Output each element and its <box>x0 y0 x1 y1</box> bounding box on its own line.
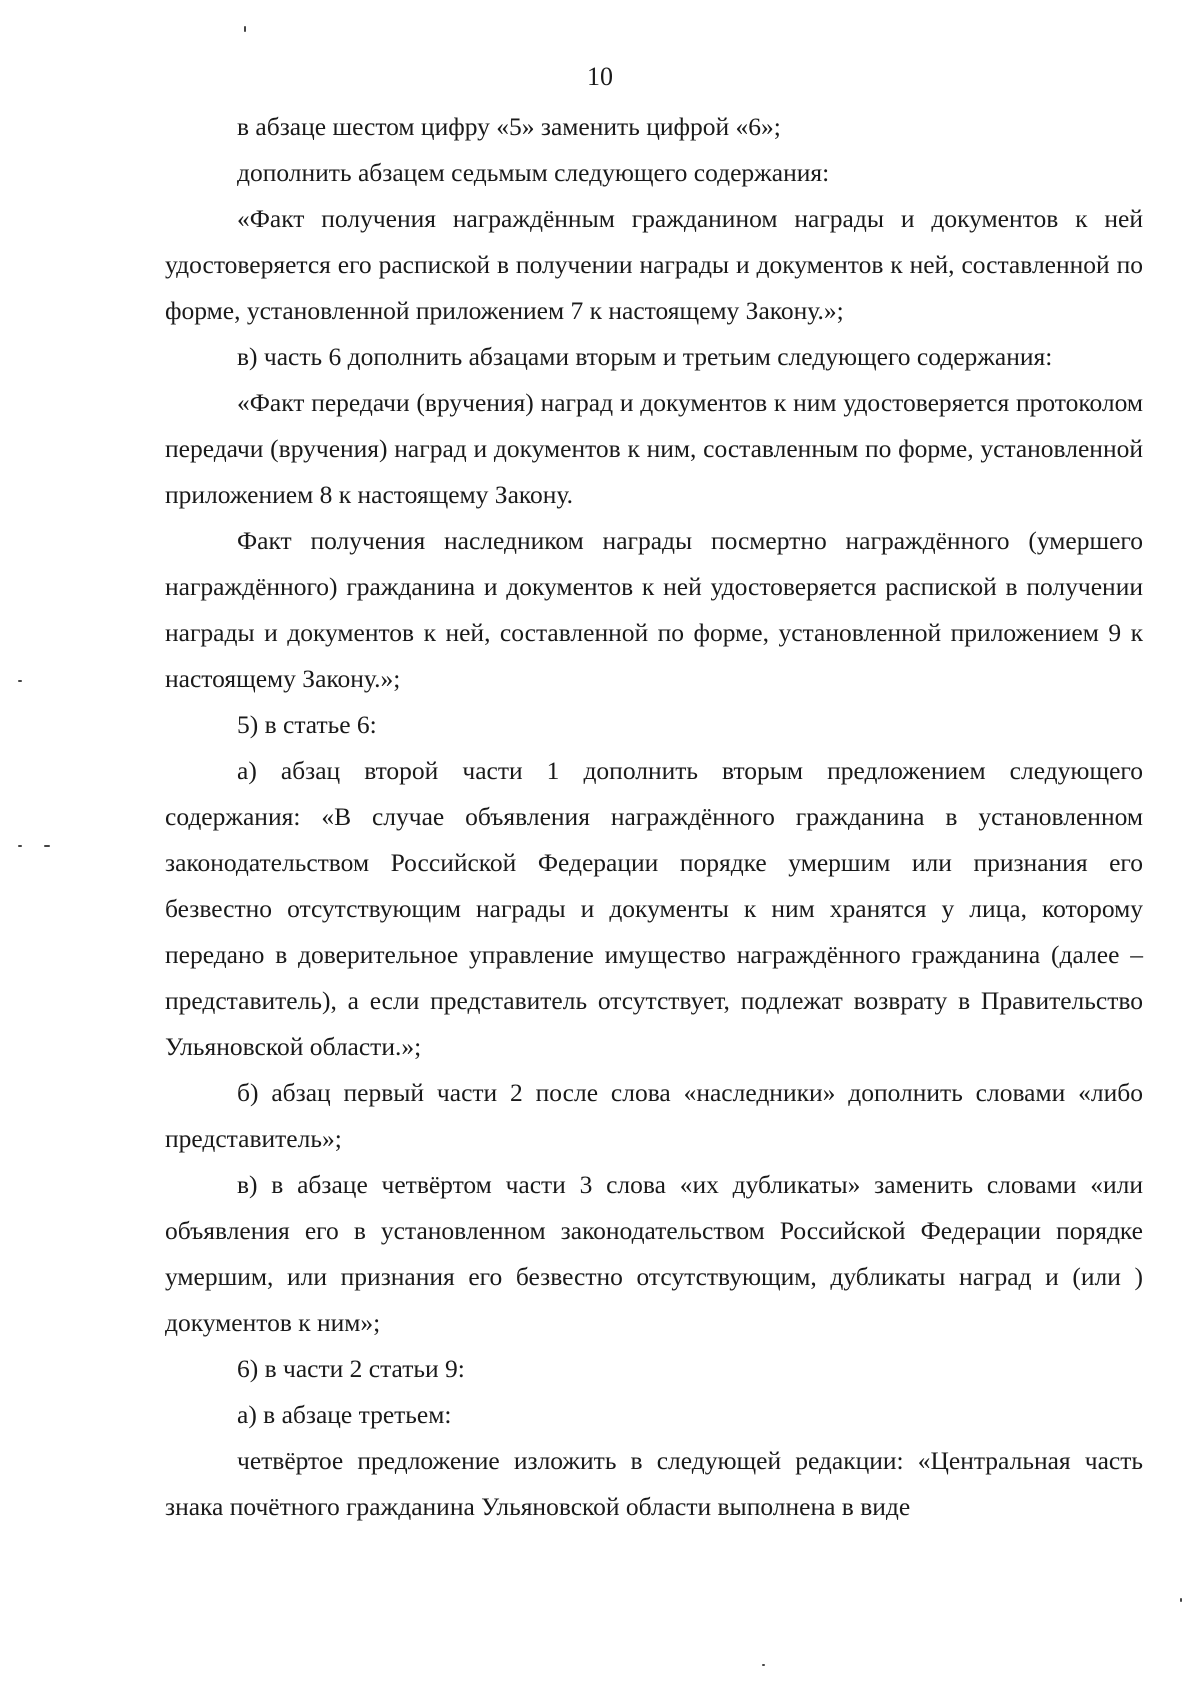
paragraph: в) часть 6 дополнить абзацами вторым и третьим следующего содержания: <box>237 342 1053 371</box>
paragraph: а) абзац второй части 1 дополнить вторым предложением следующего содержания: «В случае объявления награждённого гражданина в установленном законодательством Российской Федерации порядке умершим или признания его безвестно отсутствующим награды и документы к ним хранятся у лица, которому передано в доверительное управление имущество награждённого гражданина (далее – представитель), а если представитель отсутствует, подлежат возврату в Правительство Ульяновской области.»; <box>165 756 1143 1061</box>
scan-speck <box>18 680 22 682</box>
paragraph: в) в абзаце четвёртом части 3 слова «их дубликаты» заменить словами «или объявления его в установленном законодательством Российской Федерации порядке умершим, или признания его безвестно отсутствующим, дубликаты наград и (или ) документов к ним»; <box>165 1170 1143 1337</box>
paragraph: четвёртое предложение изложить в следующей редакции: «Центральная часть знака почётного гражданина Ульяновской области выполнена в виде <box>165 1446 1143 1521</box>
paragraph: б) абзац первый части 2 после слова «наследники» дополнить словами «либо представитель»; <box>165 1078 1143 1153</box>
paragraph: «Факт передачи (вручения) наград и документов к ним удостоверяется протоколом передачи (вручения) наград и документов к ним, составленным по форме, установленной приложением 8 к настоящему Закону. <box>165 388 1143 509</box>
paragraph: «Факт получения награждённым гражданином награды и документов к ней удостоверяется его распиской в получении награды и документов к ней, составленной по форме, установленной приложением 7 к настоящему Закону.»; <box>165 204 1143 325</box>
paragraph: в абзаце шестом цифру «5» заменить цифрой «6»; <box>237 112 781 141</box>
scan-speck <box>244 26 246 32</box>
scan-speck <box>44 845 50 847</box>
paragraph: а) в абзаце третьем: <box>237 1400 452 1429</box>
scan-speck <box>762 1664 765 1666</box>
document-body <box>165 104 1143 1530</box>
paragraph: 6) в части 2 статьи 9: <box>237 1354 465 1383</box>
scan-speck <box>18 845 22 847</box>
scan-speck <box>1180 1598 1182 1602</box>
paragraph: дополнить абзацем седьмым следующего содержания: <box>237 158 830 187</box>
paragraph: 5) в статье 6: <box>237 710 377 739</box>
paragraph: Факт получения наследником награды посмертно награждённого (умершего награждённого) гражданина и документов к ней удостоверяется распиской в получении награды и документов к ней, составленной по форме, установленной приложением 9 к настоящему Закону.»; <box>165 526 1143 693</box>
page-number: 10 <box>587 62 613 91</box>
